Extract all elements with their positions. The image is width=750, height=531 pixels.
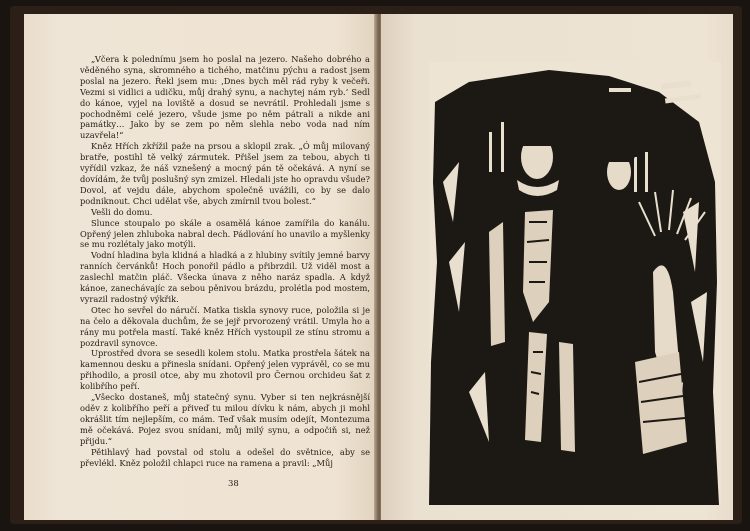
left-page bbox=[24, 14, 376, 520]
book-spread bbox=[10, 6, 742, 524]
paragraph: Vešli do domu. bbox=[91, 206, 153, 217]
paragraph: Vodní hladina byla klidná a hladká a z hlubiny svítily jemné barvy ranních červánků! Hoch ponořil pádlo a přibrzdil. Už viděl most a zaslechl matčin pláč. Všecka únava z něho naráz spadla. A když kánoe, zanechávajíc za sebou pěnivou brázdu, prolétla pod mostem, vyrazil radostný výkřik. bbox=[80, 250, 370, 304]
page-number: 38 bbox=[228, 479, 239, 489]
right-page bbox=[381, 14, 733, 520]
paragraph: Slunce stoupalo po skále a osamělá kánoe zamířila do kanálu. Opřený jelen zhluboka nabral dech. Pádlování ho unavilo a myšlenky se mu rozlétaly jako motýli. bbox=[80, 217, 370, 250]
paragraph: Otec ho sevřel do náručí. Matka tiskla synovy ruce, položila si je na čelo a děkovala duchům, že se jejř prvorozený vrátil. Umyla ho a rány mu potřela mastí. Také kněz Hřích vystoupil ze stínu stromu a pozdravil synovce. bbox=[80, 304, 370, 348]
paragraph: Kněz Hřích zkřížil paže na prsou a sklopil zrak. „Ó můj milovaný bratře, postihl tě velký zármutek. Přišel jsem za tebou, abych ti vyřídil vzkaz, že náš vznešený a mocný pán tě očekává. A nyní se dovídám, že tvůj poslušný syn zmizel. Hledali jste ho opravdu všude? Dovol, ať vejdu dále, abychom společně uvážili, co by se dalo podniknout. Chci udělat vše, abych zmírnil tvou bolest.“ bbox=[80, 141, 370, 206]
paragraph: „Všecko dostaneš, můj statečný synu. Vyber si ten nejkrásnější oděv z kolibřího peří a přiveď tu milou dívku k nám, abych ji mohl okrášlit tím nejlepším, co mám. Teď však musím odejít, Montezuma mě očekává. Pojez svou snídani, můj milý synu, a odpočiň si, než přijdu.“ bbox=[80, 392, 370, 446]
paragraph: Pětihlavý had povstal od stolu a odešel do světnice, aby se převlékl. Kněz položil chlapci ruce na ramena a pravil: „Můj bbox=[80, 446, 370, 468]
woodcut-illustration bbox=[429, 62, 721, 505]
paragraph: Uprostřed dvora se sesedli kolem stolu. Matka prostřela šátek na kamennou desku a přinesla snídani. Opřený jelen vyprávěl, co se mu přihodilo, a prosil otce, aby mu zhotovil pro Černou orchideu šat z kolibřího peří. bbox=[80, 348, 370, 392]
page-text bbox=[80, 54, 370, 468]
paragraph: „Včera k polednímu jsem ho poslal na jezero. Našeho dobrého a věděného syna, skromného a tichého, matčinu pýchu a radost jsem poslal na jezero. Řekl jsem mu: ‚Dnes bych měl rád ryby k večeři. Vezmi si vidlici a udičku, můj drahý synu, a nachytej nám ryb.‘ Sedl do kánoe, vyjel na loviště a dosud se nevrátil. Prohledali jsme s pochodněmi celé jezero, všude jsme po něm pátrali a nikde ani památky… Jako by se zem po něm slehla nebo voda nad ním uzavřela!“ bbox=[80, 54, 370, 141]
